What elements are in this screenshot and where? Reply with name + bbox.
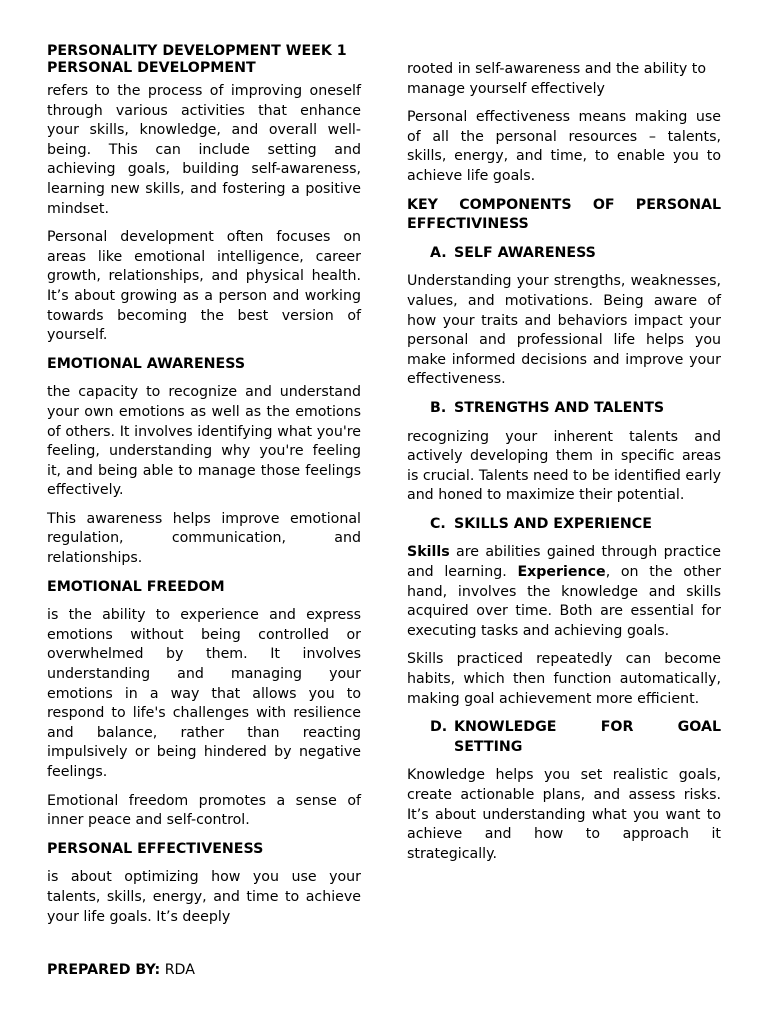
subheading-title-line2: SETTING [454, 738, 523, 755]
subheading-title-line1: KNOWLEDGE FOR GOAL [454, 719, 721, 736]
skills-experience-text [407, 543, 721, 641]
prepared-by-value: RDA [164, 962, 195, 978]
personal-effectiveness-heading: PERSONAL EFFECTIVENESS [47, 840, 264, 857]
emotional-awareness-heading: EMOTIONAL AWARENESS [47, 355, 246, 372]
subheading-letter: D. [430, 719, 448, 736]
subheading-strengths-talents [407, 399, 721, 419]
prepared-by [47, 962, 195, 978]
strengths-talents-text: recognizing your inherent talents and actively developing them in specific areas is crucial. Talents need to be identified early and honed to maximize their potential. [407, 428, 721, 504]
self-awareness-text: Understanding your strengths, weaknesses, values, and motivations. Being aware of how your traits and behaviors impact your personal and professional life helps you make informed decisions and improve your effectiveness. [407, 273, 721, 388]
subheading-title: SKILLS AND EXPERIENCE [454, 515, 652, 532]
subheading-knowledge-goal-setting [407, 718, 721, 757]
personal-development-definition: refers to the process of improving oneself through various activities that enhance your skills, knowledge, and overall well-being. This can include setting and achieving goals, building self-awareness, learning new skills, and fostering a positive mindset. [47, 83, 361, 217]
subheading-title: SELF AWARENESS [454, 244, 596, 261]
personal-effectiveness-continued: rooted in self-awareness and the ability to manage yourself effectively [407, 61, 707, 97]
skills-habits-text: Skills practiced repeatedly can become habits, which then function automatically, making goal achievement more efficient. [407, 651, 721, 707]
skills-text-part2: , on the other hand, involves the knowledge and skills acquired over time. Both are essential for executing tasks and achieving goals. [407, 564, 721, 639]
subheading-letter: A. [430, 244, 447, 261]
skills-text-part1: are abilities gained through practice and learning. [407, 544, 721, 581]
emotional-awareness-benefit: This awareness helps improve emotional regulation, communication, and relationships. [47, 510, 361, 567]
subheading-title: STRENGTHS AND TALENTS [454, 399, 665, 416]
prepared-by-label: PREPARED BY: [47, 962, 161, 978]
subheading-self-awareness [407, 244, 721, 264]
personal-effectiveness-meaning: Personal effectiveness means making use of all the personal resources – talents, skills, energy, and time, to enable you to achieve life goals. [407, 109, 721, 184]
document-title [47, 43, 361, 76]
knowledge-goal-setting-text: Knowledge helps you set realistic goals, create actionable plans, and assess risks. It’s about understanding what you want to achieve and how to approach it strategically. [407, 767, 721, 862]
title-line-2: PERSONAL DEVELOPMENT [47, 59, 256, 76]
subheading-title [454, 718, 721, 757]
emotional-freedom-benefit: Emotional freedom promotes a sense of inner peace and self-control. [47, 792, 361, 829]
emotional-awareness-definition: the capacity to recognize and understand your own emotions as well as the emotions of others. It involves identifying what you're feeling, understanding why you're feeling it, and being able to manage those feelings effectively. [47, 384, 361, 499]
left-column [47, 40, 361, 936]
personal-development-focus: Personal development often focuses on areas like emotional intelligence, career growth, relationships, and physical health. It’s about growing as a person and working towards becoming the best version of yourself. [47, 229, 361, 344]
subheading-letter: C. [430, 515, 446, 532]
skills-term: Skills [407, 544, 450, 561]
key-components-heading: KEY COMPONENTS OF PERSONAL EFFECTIVINESS [407, 196, 721, 233]
experience-term: Experience [517, 564, 606, 581]
subheading-letter: B. [430, 399, 447, 416]
title-line-1: PERSONALITY DEVELOPMENT WEEK 1 [47, 43, 347, 59]
right-column [407, 60, 721, 873]
emotional-freedom-definition: is the ability to experience and express emotions without being controlled or overwhelmed by them. It involves understanding and managing your emotions in a way that allows you to respond to life's challenges with resilience and balance, rather than reacting impulsively or being hindered by negative feelings. [47, 607, 361, 780]
subheading-skills-experience [407, 515, 721, 535]
personal-effectiveness-definition: is about optimizing how you use your talents, skills, energy, and time to achieve your life goals. It’s deeply [47, 869, 361, 925]
emotional-freedom-heading: EMOTIONAL FREEDOM [47, 578, 225, 595]
